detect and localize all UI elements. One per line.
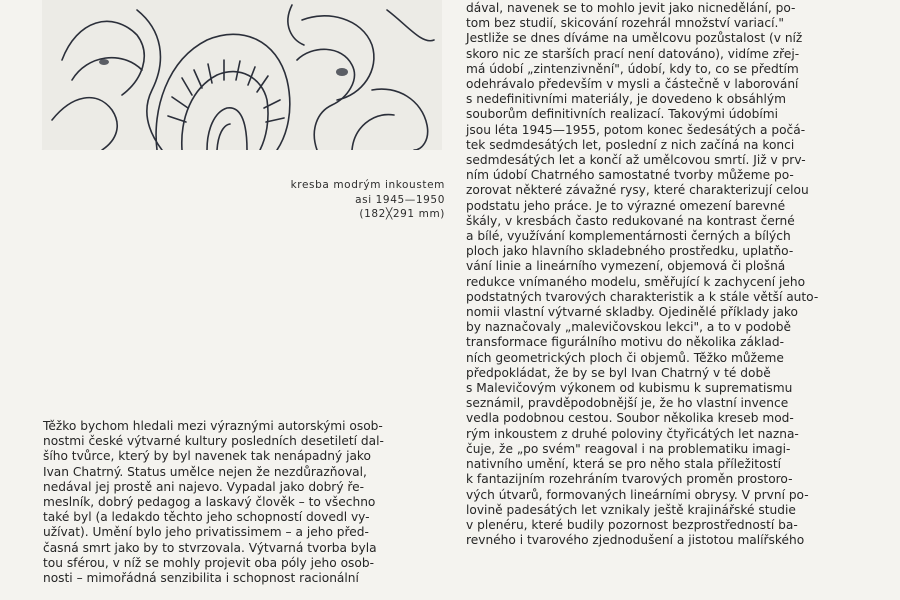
text-line: šího tvůrce, který by byl navenek tak nenápadný jako xyxy=(43,449,371,464)
text-line: podstatu jeho práce. Je to výrazné omezení barevné xyxy=(466,198,786,213)
text-line: seznámil, pravděpodobnější je, že ho vlastní invence xyxy=(466,396,789,411)
text-line: škály, v kresbách často redukované na kontrast černé xyxy=(466,213,795,228)
text-line: tek sedmdesátých let, poslední z nich začíná na konci xyxy=(466,137,795,152)
text-line: a bílé, využívání komplementárnosti černých a bílých xyxy=(466,229,791,244)
text-line: vání linie a lineárního vymezení, objemová či plošná xyxy=(466,259,786,274)
caption-line: (182╳291 mm) xyxy=(359,208,445,220)
text-line: nosti – mimořádná senzibilita i schopnost racionální xyxy=(43,571,359,586)
text-line: nomii vlastní výtvarné skladby. Ojedinělé příklady jako xyxy=(466,305,798,320)
text-line: vých útvarů, formovaných lineárními obrysy. V první po- xyxy=(466,487,809,502)
text-line: ploch jako hlavního skladebného prostředku, uplatňo- xyxy=(466,244,794,259)
text-line: Jestliže se dnes díváme na umělcovu pozůstalost (v níž xyxy=(466,31,803,46)
text-line: lovině padesátých let vznikaly ještě krajinářské studie xyxy=(466,502,796,517)
text-line: dával, navenek se to mohlo jevit jako nicnedělání, po- xyxy=(466,1,796,15)
text-line: rým inkoustem z druhé poloviny čtyřicátých let nazna- xyxy=(466,426,799,441)
text-line: vedla podobnou cestou. Soubor několika kreseb mod- xyxy=(466,411,794,426)
text-line: také byl (a ledakdo těchto jeho schopností dovedl vy- xyxy=(43,510,370,525)
text-line: k fantazijním rozehráním tvarových proměn prostoro- xyxy=(466,472,793,487)
text-line: tom bez studií, skicování rozehrál množství variací." xyxy=(466,16,784,31)
text-line: s Malevičovým výkonem od kubismu k suprematismu xyxy=(466,381,793,396)
text-line: meslník, dobrý pedagog a laskavý člověk – to všechno xyxy=(43,495,376,510)
text-line: sedmdesátých let a končí až umělcovou smrtí. Již v prv- xyxy=(466,153,806,168)
ink-drawing-figure xyxy=(42,0,442,150)
text-line: čuje, že „po svém" reagoval i na problematiku imagi- xyxy=(466,441,791,456)
text-line: tou sférou, v níž se mohly projevit oba póly jeho osob- xyxy=(43,555,374,570)
abstract-ink-drawing-icon xyxy=(42,0,442,150)
text-line: souborům definitivních realizací. Takovými údobími xyxy=(466,107,779,122)
text-line: jsou léta 1945—1955, potom konec šedesátých a počá- xyxy=(466,122,806,137)
text-line: v plenéru, které budily pozornost bezprostředností ba- xyxy=(466,517,798,532)
text-line: by naznačovaly „malevičovskou lekci", a to v podobě xyxy=(466,320,791,335)
text-line: Ivan Chatrný. Status umělce nejen že nezdůrazňoval, xyxy=(43,464,367,479)
text-line: užívat). Umění bylo jeho privatissimem – a jeho před- xyxy=(43,525,369,540)
text-line: nativního umění, která se pro něho stala příležitostí xyxy=(466,457,782,472)
right-text-column xyxy=(466,1,898,548)
text-line: zorovat některé závažné rysy, které charakterizují celou xyxy=(466,183,809,198)
text-line: transformace figurálního motivu do několika základ- xyxy=(466,335,784,350)
caption-line: asi 1945—1950 xyxy=(355,193,445,206)
text-line: ních geometrických ploch či objemů. Těžko můžeme xyxy=(466,350,784,365)
text-line: nedával jej prostě ani najevo. Vypadal jako dobrý ře- xyxy=(43,479,365,494)
text-line: podstatných tvarových charakteristik a k stále větší auto- xyxy=(466,289,819,304)
figure-caption xyxy=(250,178,445,222)
left-text-column xyxy=(43,419,443,586)
text-line: odehrávalo především v mysli a částečně v laborování xyxy=(466,77,799,92)
text-line: redukce vnímaného modelu, směřující k zachycení jeho xyxy=(466,274,806,289)
text-line: skoro nic ze starších prací není datováno), vidíme zřej- xyxy=(466,46,800,61)
text-line: Těžko bychom hledali mezi výraznými autorskými osob- xyxy=(43,419,383,433)
text-line: má údobí „zintenzivnění", údobí, kdy to, co se předtím xyxy=(466,61,799,76)
text-line: časná smrt jako by to stvrzovala. Výtvarná tvorba byla xyxy=(43,540,377,555)
text-line: předpokládat, že by se byl Ivan Chatrný v té době xyxy=(466,365,771,380)
text-line: revného i tvarového zjednodušení a jistotou malířského xyxy=(466,533,805,548)
text-line: s nedefinitivními materiály, je dovedeno k obsáhlým xyxy=(466,92,787,107)
caption-line: kresba modrým inkoustem xyxy=(290,179,445,191)
text-line: ním údobí Chatrného samostatné tvorby můžeme po- xyxy=(466,168,794,183)
text-line: nostmi české výtvarné kultury posledních desetiletí dal- xyxy=(43,434,384,449)
